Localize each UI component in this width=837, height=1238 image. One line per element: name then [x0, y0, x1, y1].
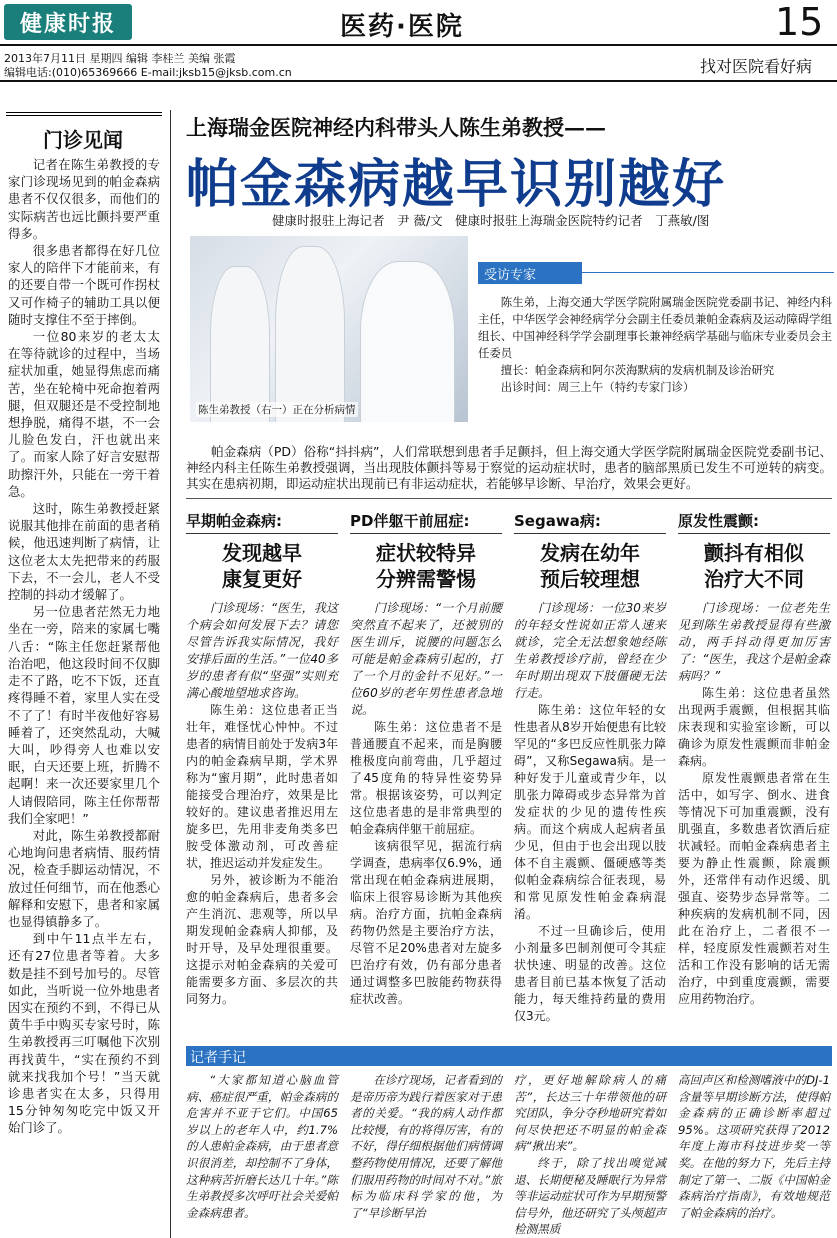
column-paragraph: 陈生弟：这位患者不是普通腰直不起来，而是胸腰椎极度向前弯曲，几乎超过了45度角的特异性姿势异常。根据该姿势，可以判定这位患者患的是非常典型的帕金森病伴躯干前屈症。 — [350, 720, 502, 836]
notes-bar — [186, 1046, 832, 1066]
sidebar-paragraph: 对此，陈生弟教授都耐心地询问患者病情、服药情况，检查手脚运动情况，不放过任何细节，而在他悉心解释和安慰下，患者和家属也显得镇静多了。 — [8, 827, 160, 929]
sidebar-paragraph: 一位80来岁的老太太在等待就诊的过程中，当场症状加重，她显得焦虑而痛苦，坐在轮椅中死命抱着两腿，但双腿还是不受控制地想挣脱，痛得不堪，不一会儿脸色发白，汗也就出来了。而家人除了好言安慰帮助擦汗外，只能在一旁干着急。 — [8, 329, 160, 499]
column-body — [514, 600, 666, 1025]
column-headline-line: 发病在幼年 — [540, 541, 640, 565]
article-headline: 帕金森病越早识别越好 — [186, 155, 727, 215]
sidebar-paragraph: 这时，陈生弟教授赶紧说服其他排在前面的患者稍候，他迅速判断了病情，让这位老太太先把带来的药服下去，不一会儿，老人不受控制的抖动才缓解了。 — [8, 501, 160, 603]
notes-column — [350, 1072, 502, 1221]
column-paragraph: 陈生弟：这位患者虽然出现两手震颤，但根据其临床表现和实验室诊断，可以确诊为原发性震颤而非帕金森病。 — [678, 686, 830, 768]
column-paragraph: 门诊现场：“医生，我这个病会如何发展下去？请您尽管告诉我实际情况，我好安排后面的生活。”一位40多岁的患者有似“坚强”实则充满心酸地望地求咨询。 — [186, 601, 338, 700]
edition-info: 2013年7月11日 星期四 编辑 李桂兰 美编 张霞 — [4, 52, 236, 65]
article-byline: 健康时报驻上海记者 尹 薇/文 健康时报驻上海瑞金医院特约记者 丁燕敏/图 — [272, 213, 710, 228]
column-headline — [186, 540, 338, 592]
column-body — [678, 600, 830, 1008]
column-paragraph: 门诊现场：“一个月前腰突然直不起来了，还被别的医生训斥，说腰的问题怎么可能是帕金森病引起的，打了一个月的金针不见好。”一位60岁的老年男性患者急地说。 — [350, 601, 502, 717]
column-headline-line: 发现越早 — [222, 541, 302, 565]
notes-paragraph: 在诊疗现场，记者看到的是帝历帝为践行着医家对于患者的关爱。“我的病人动作都比较慢，有的将得厉害，有的不好，得仔细根据他们病情调整药物使用情况，还要了解他们服用药物的时间对不对。”旅标为临床科学家的他，为了“早诊断早治 — [350, 1073, 502, 1220]
column-early-pd — [186, 510, 338, 1008]
page-number: 15 — [775, 0, 824, 44]
column-paragraph: 原发性震颤患者常在生活中，如写字、倒水、进食等情况下可加重震颤，没有肌强直，多数患者饮酒后症状减轻。而帕金森病患者主要为静止性震颤，除震颤外，还常伴有动作迟缓、肌强直、姿势步态异常等。二种疾病的发病机制不同，因此在治疗上，二者很不一样，轻度原发性震颤若对生活和工作没有影响的话无需治疗，中到重度震颤，需要应用药物治疗。 — [678, 771, 830, 1006]
expert-info — [478, 294, 832, 396]
expert-tag-rule — [582, 272, 834, 273]
column-paragraph: 陈生弟：这位患者正当壮年，难怪忧心忡忡。不过患者的病情目前处于发病3年内的帕金森病早期，学术界称为“蜜月期”，此时患者如能接受合理治疗，效果是比较好的。建议患者推迟用左旋多巴，先用非麦角类多巴胺受体激动剂，可改善症状，推迟运动并发症发生。 — [186, 703, 338, 870]
notes-tag: 记者手记 — [190, 1050, 246, 1066]
sidebar-paragraph: 另一位患者茫然无力地坐在一旁，陪来的家属七嘴八舌：“陈主任您赶紧帮他治治吧，他这段时间不仅脚走不了路，吃不下饭，还直疼得睡不着，家里人实在受不了了！有时半夜他好容易睡着了，还突然乱动，大喊大叫，吵得旁人也难以安眠，白天还要上班，折腾不起啊！来一次还要家里几个人请假陪同，陈主任你帮帮我们全家吧！” — [8, 604, 160, 826]
column-headline-line: 康复更好 — [222, 567, 302, 591]
column-label: Segawa病: — [514, 510, 666, 534]
notes-paragraph: 疗，更好地解除病人的痛苦”，长达三十年带领他的研究团队，争分夺秒地研究着如何尽快把还不明显的帕金森病“揪出来”。 — [514, 1073, 666, 1154]
column-label: 原发性震颤: — [678, 510, 830, 534]
expert-clinic-time: 出诊时间：周三上午（特约专家门诊） — [500, 380, 695, 394]
column-headline-line: 预后较理想 — [540, 567, 640, 591]
column-headline-line: 颤抖有相似 — [704, 541, 804, 565]
notes-column — [514, 1072, 666, 1238]
newspaper-logo: 健康时报 — [4, 4, 132, 40]
notes-paragraph: 终于，除了找出嗅觉减退、长期便秘及睡眠行为异常等非运动症状可作为早期预警信号外，他还研究了头颅超声检测黑质 — [514, 1155, 666, 1237]
expert-tag: 受访专家 — [478, 262, 582, 284]
sidebar-body — [8, 156, 160, 1137]
article-kicker: 上海瑞金医院神经内科带头人陈生弟教授—— — [186, 115, 606, 140]
section-title: 医药·医院 — [340, 12, 464, 42]
column-headline — [350, 540, 502, 592]
article-intro: 帕金森病（PD）俗称“抖抖病”，人们常联想到患者手足颤抖，但上海交通大学医学院附属瑞金医院党委副书记、神经内科主任陈生弟教授强调，当出现肢体颤抖等易于察觉的运动症状时，患者的脑部黑质已发生不可逆转的病变。其实在患病初期，即运动症状出现前已有非运动症状，若能够早诊断、早治疗，效果会更好。 — [186, 444, 832, 491]
article-photo — [190, 236, 468, 422]
notes-column — [678, 1072, 830, 1221]
column-paragraph: 陈生弟：这位年轻的女性患者从8岁开始便患有比较罕见的“多巴反应性肌张力障碍”，又称Segawa病。是一种好发于儿童或青少年，以肌张力障碍或步态异常为首发症状的少见的遗传性疾病。而这个病成人起病者虽少见，但由于也会出现以肢体不自主震颤、僵硬感等类似帕金森病综合征表现，易和常见原发性帕金森病混淆。 — [514, 703, 666, 921]
column-label: 早期帕金森病: — [186, 510, 338, 534]
column-headline — [514, 540, 666, 592]
column-paragraph: 门诊现场：一位老先生见到陈生弟教授显得有些激动，两手抖动得更加厉害了：“医生，我这个是帕金森病吗？” — [678, 601, 830, 683]
sidebar-paragraph: 到中午11点半左右，还有27位患者等着。大多数是挂不到号加号的。尽管如此，当听说一位外地患者因实在预约不到，不得已从黄牛手中购买专家号时，陈生弟教授再三叮嘱他下次别再找黄牛，“实在预约不到就来找我加个号！”当天就诊患者实在太多，只得用15分钟匆匆吃完中饭又开始门诊了。 — [8, 931, 160, 1136]
sidebar-paragraph: 很多患者都得在好几位家人的陪伴下才能前来，有的还要自带一个既可作拐杖又可作椅子的辅助工具以便随时支撑住不至于摔倒。 — [8, 243, 160, 327]
column-segawa — [514, 510, 666, 1025]
page-slogan: 找对医院看好病 — [700, 57, 813, 76]
sidebar-title: 门诊见闻 — [43, 128, 123, 152]
column-headline-line: 分辨需警惕 — [376, 567, 476, 591]
column-paragraph: 另外，被诊断为不能治愈的帕金森病后，患者多会产生消沉、悲观等，所以早期发现帕金森病人抑郁，及时开导，及早处理很重要。这提示对帕金森病的关爱可能需要多方面、多层次的共同努力。 — [186, 873, 338, 1006]
header-rule — [0, 80, 837, 82]
column-paragraph: 该病很罕见，据流行病学调查，患病率仅6.9%，通常出现在帕金森病进展期，临床上很容易诊断为其他疾病。治疗方面，抗帕金森病药物仍然是主要治疗方法，尽管不足20%患者对左旋多巴治疗有效，仍有部分患者通过调整多巴胺能药物获得症状改善。 — [350, 839, 502, 1006]
column-body — [186, 600, 338, 1008]
column-essential-tremor — [678, 510, 830, 1008]
column-paragraph: 不过一旦确诊后，使用小剂量多巴制剂便可令其症状快速、明显的改善。这位患者目前已基本恢复了活动能力，每天维持药量的费用仅3元。 — [514, 924, 666, 1023]
sidebar-rule — [6, 112, 162, 116]
contact-info: 编辑电话:(010)65369666 E-mail:jksb15@jksb.com.cn — [4, 66, 292, 79]
photo-caption: 陈生弟教授（右一）正在分析病情 — [198, 404, 356, 416]
expert-specialty: 擅长：帕金森病和阿尔茨海默病的发病机制及诊治研究 — [500, 363, 775, 377]
column-label: PD伴躯干前屈症: — [350, 510, 502, 534]
notes-paragraph: “大家都知道心脑血管病、癌症很严重，帕金森病的危害并不亚于它们。中国65岁以上的老年人中，约1.7%的人患帕金森病，由于患者意识很消差，却控制不了身体，这种病苦折磨长达几十年。”陈生弟教授多次呼吁社会关爱帕金森病患者。 — [186, 1073, 338, 1220]
intro-rule — [186, 498, 832, 499]
column-body — [350, 600, 502, 1008]
sidebar-paragraph: 记者在陈生弟教授的专家门诊现场见到的帕金森病患者不仅仅很多，而他们的实际病苦也远比颤抖要严重得多。 — [8, 157, 160, 241]
expert-bio: 陈生弟，上海交通大学医学院附属瑞金医院党委副书记、神经内科主任，中华医学会神经病学分会副主任委员兼帕金森病及运动障碍学组组长、中国神经科学学会副理事长兼神经病学基础与临床专业委员会主任委员 — [478, 295, 832, 360]
column-headline — [678, 540, 830, 592]
notes-paragraph: 高回声区和检测嗜液中的DJ-1含量等早期诊断方法，使得帕金森病的正确诊断率超过95%。这项研究获得了2012年度上海市科技进步奖一等奖。在他的努力下，先后主持制定了第一、二版《中国帕金森病治疗指南》，有效地规范了帕金森病的治疗。 — [678, 1073, 830, 1220]
column-headline-line: 治疗大不同 — [704, 567, 804, 591]
column-camptocormia — [350, 510, 502, 1008]
column-divider — [170, 110, 171, 1238]
column-paragraph: 门诊现场：一位30来岁的年轻女性说如正常人速来就诊，完全无法想象她经陈生弟教授诊疗前，曾经在少年时期出现双下肢僵硬无法行走。 — [514, 601, 666, 700]
notes-column — [186, 1072, 338, 1221]
column-headline-line: 症状较特异 — [376, 541, 476, 565]
